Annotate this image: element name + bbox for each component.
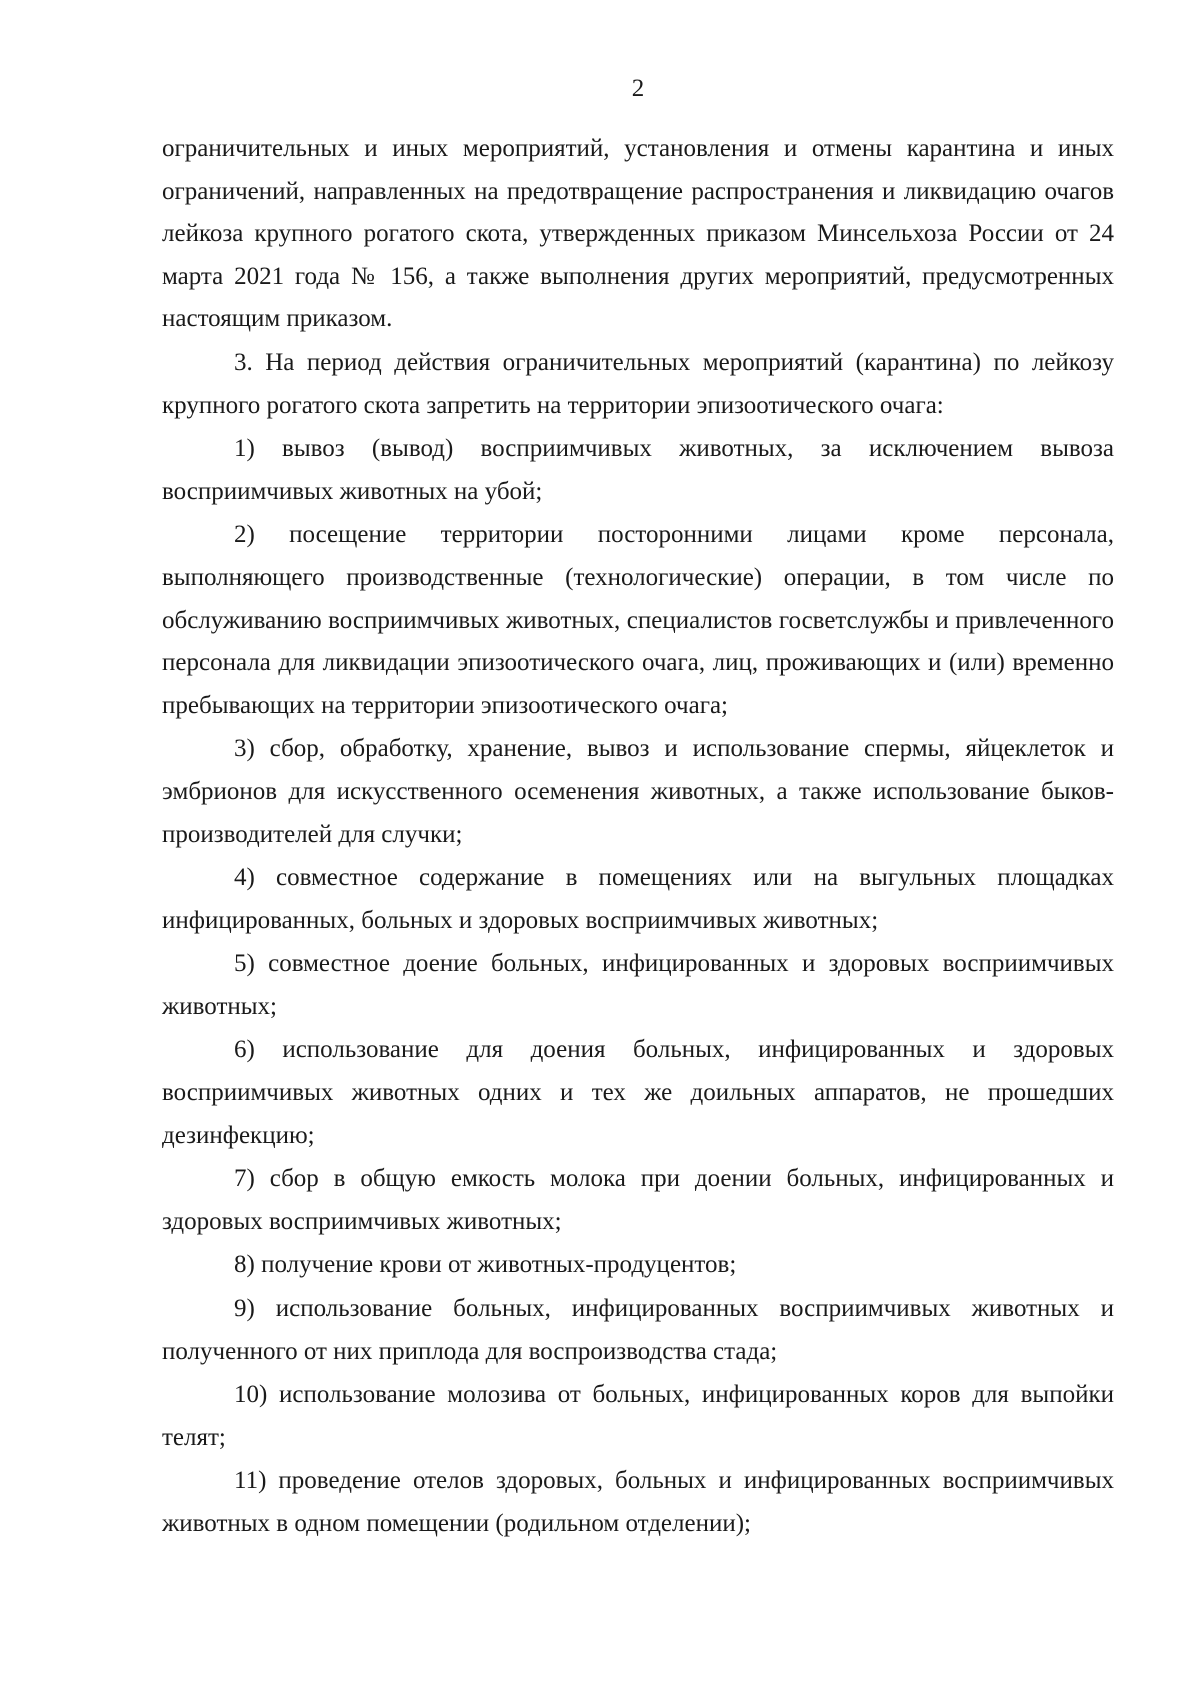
document-body bbox=[162, 128, 1114, 1547]
paragraph-continuation: ограничительных и иных мероприятий, установления и отмены карантина и иных ограничений, направленных на предотвращение распространения и ликвидацию очагов лейкоза крупного рогатого скота, утвержденных приказом Минсельхоза России от 24 марта 2021 года № 156, а также выполнения других мероприятий, предусмотренных настоящим приказом. bbox=[162, 135, 1114, 333]
list-item-10: 10) использование молозива от больных, инфицированных коров для выпойки телят; bbox=[162, 1381, 1114, 1451]
page-number: 2 bbox=[631, 75, 645, 102]
list-item-4: 4) совместное содержание в помещениях или на выгульных площадках инфицированных, больных и здоровых восприимчивых животных; bbox=[162, 864, 1114, 934]
list-item-2: 2) посещение территории посторонними лицами кроме персонала, выполняющего производственные (технологические) операции, в том числе по обслуживанию восприимчивых животных, специалистов госветслужбы и привлеченного персонала для ликвидации эпизоотического очага, лиц, проживающих и (или) временно пребывающих на территории эпизоотического очага; bbox=[162, 521, 1114, 719]
list-item-8: 8) получение крови от животных-продуцентов; bbox=[234, 1251, 737, 1279]
list-item-9: 9) использование больных, инфицированных восприимчивых животных и полученного от них приплода для воспроизводства стада; bbox=[162, 1295, 1114, 1365]
list-item-3: 3) сбор, обработку, хранение, вывоз и использование спермы, яйцеклеток и эмбрионов для искусственного осеменения животных, а также использование быков-производителей для случки; bbox=[162, 735, 1114, 848]
list-item-7: 7) сбор в общую емкость молока при доении больных, инфицированных и здоровых восприимчивых животных; bbox=[162, 1165, 1114, 1235]
list-item-5: 5) совместное доение больных, инфицированных и здоровых восприимчивых животных; bbox=[162, 950, 1114, 1020]
paragraph-item-3: 3. На период действия ограничительных мероприятий (карантина) по лейкозу крупного рогатого скота запретить на территории эпизоотического очага: bbox=[162, 348, 1114, 419]
list-item-6: 6) использование для доения больных, инфицированных и здоровых восприимчивых животных одних и тех же доильных аппаратов, не прошедших дезинфекцию; bbox=[162, 1036, 1114, 1149]
list-item-1: 1) вывоз (вывод) восприимчивых животных, за исключением вывоза восприимчивых животных на убой; bbox=[162, 435, 1114, 505]
list-item-11: 11) проведение отелов здоровых, больных и инфицированных восприимчивых животных в одном помещении (родильном отделении); bbox=[162, 1467, 1114, 1537]
